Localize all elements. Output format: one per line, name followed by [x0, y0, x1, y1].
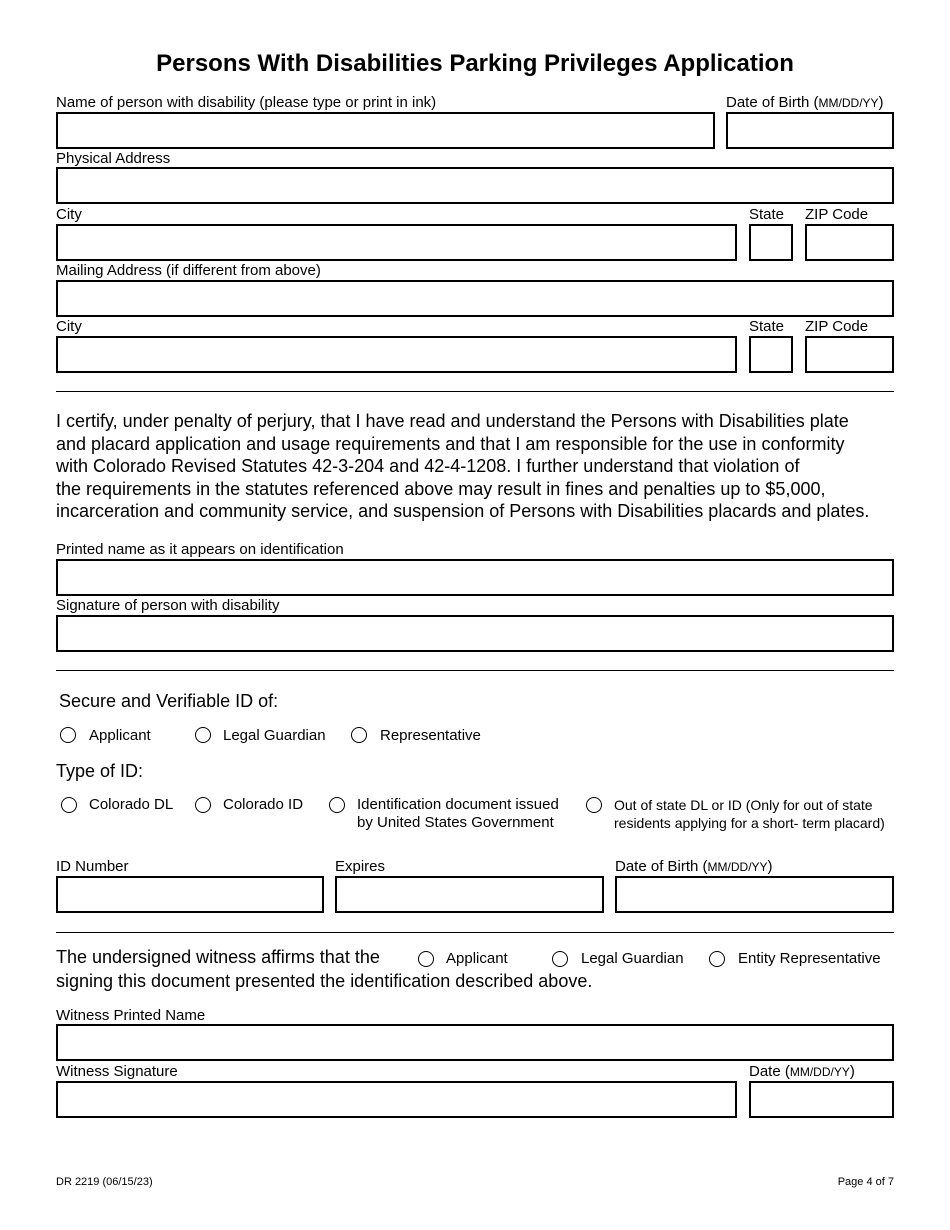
name-label: Name of person with disability (please type or print in ink) — [56, 94, 437, 111]
id-of-representative-radio[interactable] — [351, 727, 367, 743]
witness-affirm-line2: signing this document presented the identification described above. — [56, 971, 593, 991]
mailing-city-input[interactable] — [56, 336, 737, 373]
page-title: Persons With Disabilities Parking Privileges Application — [156, 50, 794, 77]
out-of-state-id-label-line2: residents applying for a short- term placard) — [614, 815, 885, 831]
city-input[interactable] — [56, 224, 737, 261]
mailing-zip-label: ZIP Code — [805, 318, 869, 335]
certification-line: with Colorado Revised Statutes 42-3-204 and 42-4-1208. I further understand that violation of — [56, 456, 800, 476]
signature-input[interactable] — [56, 615, 894, 652]
witness-applicant-label: Applicant — [446, 950, 508, 967]
mailing-state-label: State — [749, 318, 785, 335]
page-number: Page 4 of 7 — [837, 1176, 894, 1188]
dob-label: Date of Birth (MM/DD/YY) — [726, 94, 884, 111]
mailing-zip-input[interactable] — [805, 336, 894, 373]
witness-affirm-line1: The undersigned witness affirms that the — [56, 947, 380, 967]
expires-input[interactable] — [335, 876, 604, 913]
state-label: State — [749, 206, 785, 223]
witness-printed-name-input[interactable] — [56, 1024, 894, 1061]
colorado-dl-label: Colorado DL — [89, 796, 174, 813]
witness-entity-representative-label: Entity Representative — [738, 950, 881, 967]
divider — [56, 932, 894, 933]
divider — [56, 391, 894, 392]
mailing-address-input[interactable] — [56, 280, 894, 317]
witness-date-input[interactable] — [749, 1081, 894, 1118]
dob-input[interactable] — [726, 112, 894, 149]
mailing-city-label: City — [56, 318, 82, 335]
form-number: DR 2219 (06/15/23) — [56, 1176, 153, 1188]
city-label: City — [56, 206, 82, 223]
id-of-applicant-label: Applicant — [89, 727, 151, 744]
certification-line: I certify, under penalty of perjury, that I have read and understand the Persons with Disabilities plate — [56, 411, 849, 431]
witness-applicant-radio[interactable] — [418, 951, 434, 967]
physical-address-input[interactable] — [56, 167, 894, 204]
mailing-state-input[interactable] — [749, 336, 793, 373]
us-gov-id-label-line1: Identification document issued — [357, 796, 559, 813]
colorado-id-label: Colorado ID — [223, 796, 304, 813]
id-dob-label: Date of Birth (MM/DD/YY) — [615, 858, 773, 875]
colorado-dl-radio[interactable] — [61, 797, 77, 813]
certification-line: and placard application and usage requirements and that I am responsible for the use in conformity — [56, 433, 845, 454]
id-of-applicant-radio[interactable] — [60, 727, 76, 743]
witness-legal-guardian-label: Legal Guardian — [581, 950, 684, 967]
printed-name-input[interactable] — [56, 559, 894, 596]
witness-signature-label: Witness Signature — [56, 1063, 178, 1080]
witness-signature-input[interactable] — [56, 1081, 737, 1118]
expires-label: Expires — [335, 858, 386, 875]
divider — [56, 670, 894, 671]
zip-input[interactable] — [805, 224, 894, 261]
signature-label: Signature of person with disability — [56, 597, 280, 614]
witness-entity-representative-radio[interactable] — [709, 951, 725, 967]
out-of-state-id-label-line1: Out of state DL or ID (Only for out of state — [614, 797, 873, 813]
physical-address-label: Physical Address — [56, 150, 171, 167]
out-of-state-id-radio[interactable] — [586, 797, 602, 813]
id-number-input[interactable] — [56, 876, 324, 913]
type-of-id-heading: Type of ID: — [56, 761, 144, 781]
state-input[interactable] — [749, 224, 793, 261]
secure-id-heading: Secure and Verifiable ID of: — [59, 691, 279, 711]
name-input[interactable] — [56, 112, 715, 149]
certification-line: incarceration and community service, and suspension of Persons with Disabilities placards and plates. — [56, 501, 870, 521]
us-gov-id-label-line2: by United States Government — [357, 814, 554, 831]
witness-date-label: Date (MM/DD/YY) — [749, 1063, 855, 1080]
zip-label: ZIP Code — [805, 206, 869, 223]
certification-line: the requirements in the statutes referenced above may result in fines and penalties up to $5,000, — [56, 478, 826, 499]
printed-name-label: Printed name as it appears on identification — [56, 541, 344, 558]
id-of-legal-guardian-radio[interactable] — [195, 727, 211, 743]
witness-printed-name-label: Witness Printed Name — [56, 1007, 206, 1024]
id-number-label: ID Number — [56, 858, 129, 875]
mailing-address-label: Mailing Address (if different from above) — [56, 262, 321, 279]
certification-text — [56, 410, 896, 523]
witness-legal-guardian-radio[interactable] — [552, 951, 568, 967]
colorado-id-radio[interactable] — [195, 797, 211, 813]
id-of-representative-label: Representative — [380, 727, 481, 744]
id-dob-input[interactable] — [615, 876, 894, 913]
us-gov-id-radio[interactable] — [329, 797, 345, 813]
id-of-legal-guardian-label: Legal Guardian — [223, 727, 326, 744]
